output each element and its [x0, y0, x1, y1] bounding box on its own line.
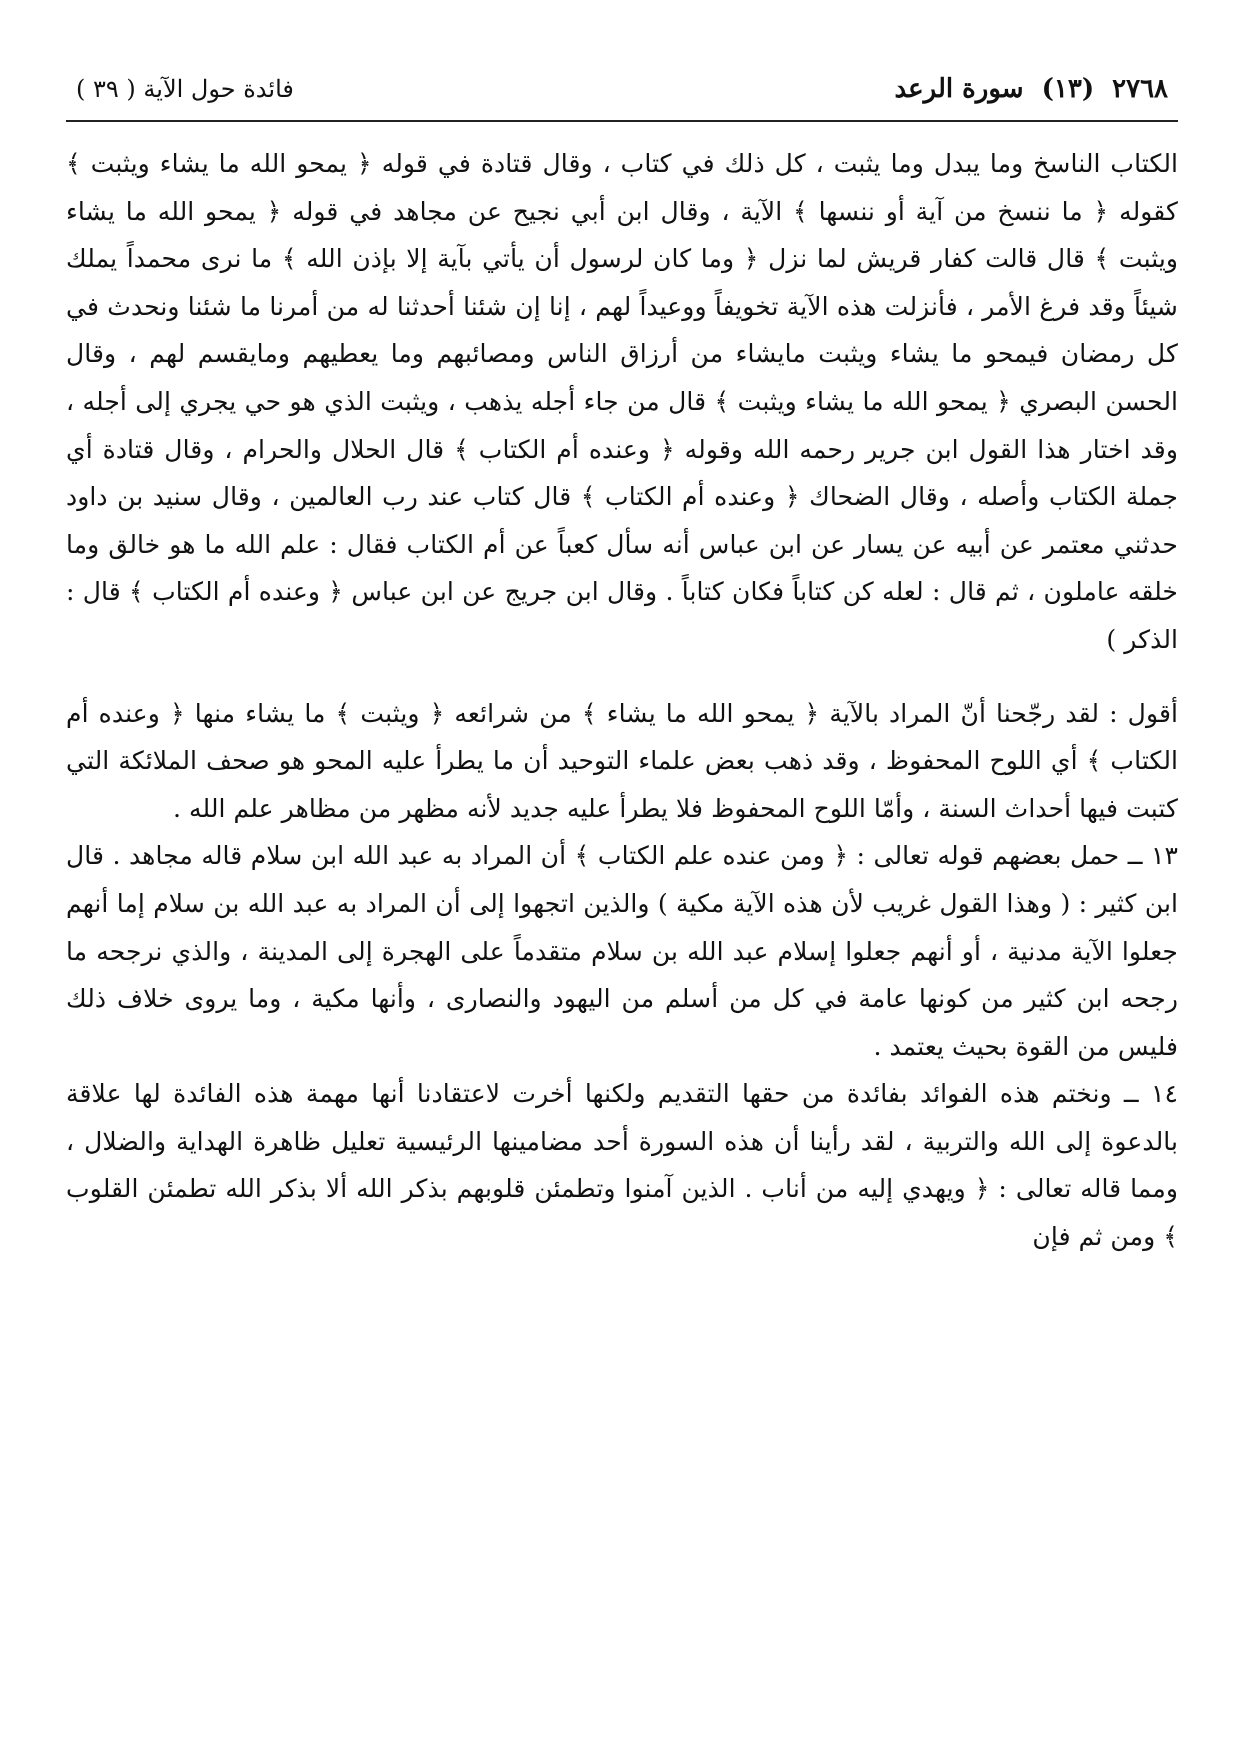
paragraph-1: الكتاب الناسخ وما يبدل وما يثبت ، كل ذلك في كتاب ، وقال قتادة في قوله ﴿ يمحو الله ما يشاء ويثبت ﴾ كقوله ﴿ ما ننسخ من آية أو ننسها ﴾ الآية ، وقال ابن أبي نجيح عن مجاهد في قوله ﴿ يمحو الله ما يشاء ويثبت ﴾ قال قالت كفار قريش لما نزل ﴿ وما كان لرسول أن يأتي بآية إلا بإذن الله ﴾ ما نرى محمداً يملك شيئاً وقد فرغ الأمر ، فأنزلت هذه الآية تخويفاً ووعيداً لهم ، إنا إن شئنا أحدثنا له من أمرنا ما شئنا ونحدث في كل رمضان فيمحو ما يشاء ويثبت مايشاء من أرزاق الناس ومصائبهم وما يعطيهم ومايقسم لهم ، وقال الحسن البصري ﴿ يمحو الله ما يشاء ويثبت ﴾ قال من جاء أجله يذهب ، ويثبت الذي هو حي يجري إلى أجله ، وقد اختار هذا القول ابن جرير رحمه الله وقوله ﴿ وعنده أم الكتاب ﴾ قال الحلال والحرام ، وقال قتادة أي جملة الكتاب وأصله ، وقال الضحاك ﴿ وعنده أم الكتاب ﴾ قال كتاب عند رب العالمين ، وقال سنيد بن داود حدثني معتمر عن أبيه عن يسار عن ابن عباس أنه سأل كعباً عن أم الكتاب فقال : علم الله ما هو خالق وما خلقه عاملون ، ثم قال : لعله كن كتاباً فكان كتاباً . وقال ابن جريج عن ابن عباس ﴿ وعنده أم الكتاب ﴾ قال : الذكر ) [66, 149, 1178, 654]
paragraph-3: ١٣ ــ حمل بعضهم قوله تعالى : ﴿ ومن عنده علم الكتاب ﴾ أن المراد به عبد الله ابن سلام قاله مجاهد . قال ابن كثير : ( وهذا القول غريب لأن هذه الآية مكية ) والذين اتجهوا إلى أن المراد به عبد الله بن سلام إما أنهم جعلوا الآية مدنية ، أو أنهم جعلوا إسلام عبد الله بن سلام متقدماً على الهجرة إلى المدينة ، والذي نرجحه ما رجحه ابن كثير من كونها عامة في كل من أسلم من اليهود والنصارى ، وأنها مكية ، وما يروى خلاف ذلك فليس من القوة بحيث يعتمد . [66, 841, 1178, 1061]
section-title: فائدة حول الآية ( ٣٩ ) [76, 75, 294, 103]
surah-number: (١٣) [1041, 74, 1095, 104]
header-rule [66, 120, 1178, 122]
page-header [66, 62, 1178, 116]
surah-name: سورة الرعد [894, 74, 1024, 104]
paragraph-gap [66, 664, 1178, 690]
page-body [66, 140, 1178, 1261]
header-right [894, 74, 1168, 104]
page-number: ٢٧٦٨ [1112, 74, 1168, 104]
paragraph-4: ١٤ ــ ونختم هذه الفوائد بفائدة من حقها التقديم ولكنها أخرت لاعتقادنا أنها مهمة هذه الفائدة لها علاقة بالدعوة إلى الله والتربية ، لقد رأينا أن هذه السورة أحد مضامينها الرئيسية تعليل ظاهرة الهداية والضلال ، ومما قاله تعالى : ﴿ ويهدي إليه من أناب . الذين آمنوا وتطمئن قلوبهم بذكر الله ألا بذكر الله تطمئن القلوب ﴾ ومن ثم فإن [66, 1079, 1178, 1252]
paragraph-2: أقول : لقد رجّحنا أنّ المراد بالآية ﴿ يمحو الله ما يشاء ﴾ من شرائعه ﴿ ويثبت ﴾ ما يشاء منها ﴿ وعنده أم الكتاب ﴾ أي اللوح المحفوظ ، وقد ذهب بعض علماء التوحيد أن ما يطرأ عليه المحو هو صحف الملائكة التي كتبت فيها أحداث السنة ، وأمّا اللوح المحفوظ فلا يطرأ عليه جديد لأنه مظهر من مظاهر علم الله . [66, 698, 1178, 823]
